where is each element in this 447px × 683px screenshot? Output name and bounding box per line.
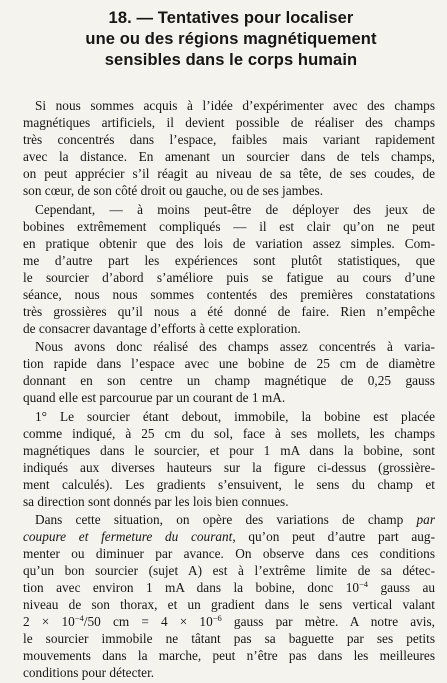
text-line: très grossières qu’il nous a été donné de faire. Rien n’empêche	[23, 303, 435, 319]
text-line: son cœur, de son côté droit ou gauche, ou de ses jambes.	[23, 183, 324, 198]
text-line	[23, 579, 435, 596]
text-line: Si nous sommes acquis à l’idée d’expérimenter avec des champs	[35, 98, 435, 113]
text-line: le sourcier d’abord s’améliore puis se fatigue au cours d’une	[23, 269, 435, 285]
exponent: −4	[359, 579, 369, 589]
text-line: bobines extrêmement compliqués — il est clair qu’on ne peut	[23, 218, 435, 234]
text-line: Nous avons donc réalisé des champs assez concentrés à varia-	[35, 339, 435, 354]
text-line	[23, 562, 435, 579]
paragraph-2	[23, 201, 435, 337]
text-segment: tion avec environ 1 mA dans la bobine, donc 10	[23, 580, 359, 595]
italic-text: fermeture du courant	[101, 529, 233, 544]
text-segment: gauss au	[368, 580, 436, 595]
italic-text: coupure	[23, 529, 67, 544]
text-line: on peut apprécier s’il réagit au niveau de sa tête, de ses coudes, de	[23, 166, 435, 181]
text-line: de consacrer davantage d’efforts à cette exploration.	[23, 320, 301, 336]
text-segment: /50 cm = 4 × 10	[83, 614, 213, 629]
body-text	[23, 97, 435, 683]
text-line: niveau de son thorax, et un gradient dans le sens vertical valant	[23, 597, 435, 612]
text-line: ment calculés). Les gradients s’ensuivent, le sens du champ et	[23, 476, 435, 492]
text-line	[23, 528, 435, 545]
text-line: très concentrés dans l’espace, faibles mais variant rapidement	[23, 132, 435, 147]
text-line: quand elle est parcourue par un courant de 1 mA.	[23, 390, 286, 405]
text-line: magnétiques artificiels, il devient possible de réaliser des champs	[23, 115, 435, 130]
text-line	[23, 613, 435, 630]
exponent: −6	[212, 613, 222, 623]
text-line: Cependant, — à moins peut-être de déployer des jeux de	[35, 201, 435, 217]
text-segment: gauss par mètre. A notre avis,	[221, 614, 435, 629]
text-line: me d’autre part les expériences sont plutôt statistiques, que	[23, 252, 435, 268]
text-line: magnétiques dans le sourcier, et pour 1 mA dans la bobine, sont	[23, 442, 435, 458]
paragraph-4	[23, 408, 435, 510]
heading-line: 18. — Tentatives pour localiser	[108, 9, 354, 27]
text-line: en pratique obtenir que des lois de variation assez simples. Com-	[23, 235, 435, 251]
heading-line: une ou des régions magnétiquement	[85, 30, 377, 48]
text-line: mouvements dans la marche, peut n’être pas dans les meilleures	[23, 648, 435, 663]
text-line	[23, 511, 435, 528]
text-line: séance, nous nous sommes contentés des premières constatations	[23, 286, 435, 302]
text-segment: 2 × 10	[23, 614, 75, 629]
paragraph-5	[23, 511, 435, 681]
text-line: sa direction sont donnés par les lois bien connues.	[23, 493, 289, 509]
italic-text: par	[416, 512, 435, 527]
text-line: comme indiqué, à 25 cm du sol, face à ses mollets, les champs	[23, 425, 435, 441]
text-line: indiqués aux diverses hauteurs sur la figure ci-dessus (grossière-	[23, 459, 435, 475]
text-line: 1° Le sourcier étant debout, immobile, la bobine est placée	[35, 408, 435, 424]
section-heading	[30, 8, 432, 71]
text-line: donnant en son centre un champ magnétique de 0,25 gauss	[23, 373, 435, 388]
paragraph-1	[23, 97, 435, 199]
text-line: le sourcier immobile ne tâtant pas sa baguette par ses petits	[23, 631, 435, 646]
exponent: −4	[74, 613, 84, 623]
text-line: tion rapide dans l’espace avec une bobine de 25 cm de diamètre	[23, 356, 435, 371]
text-line: avec la distance. En amenant un sourcier dans de tels champs,	[23, 149, 435, 164]
text-line: conditions pour détecter.	[23, 665, 155, 680]
text-line: menter ou diminuer par avance. On observe dans ces conditions	[23, 546, 435, 561]
heading-line: sensibles dans le corps humain	[104, 51, 358, 69]
text-segment: Dans cette situation, on opère des variations de champ	[35, 512, 417, 527]
text-segment: , qu’on peut d’autre part aug-	[232, 529, 436, 544]
paragraph-3	[23, 338, 435, 406]
italic-text: et	[78, 529, 89, 544]
text-segment: qu’un bon sourcier (sujet A) est à l’extrême limite de sa détec-	[23, 563, 435, 578]
